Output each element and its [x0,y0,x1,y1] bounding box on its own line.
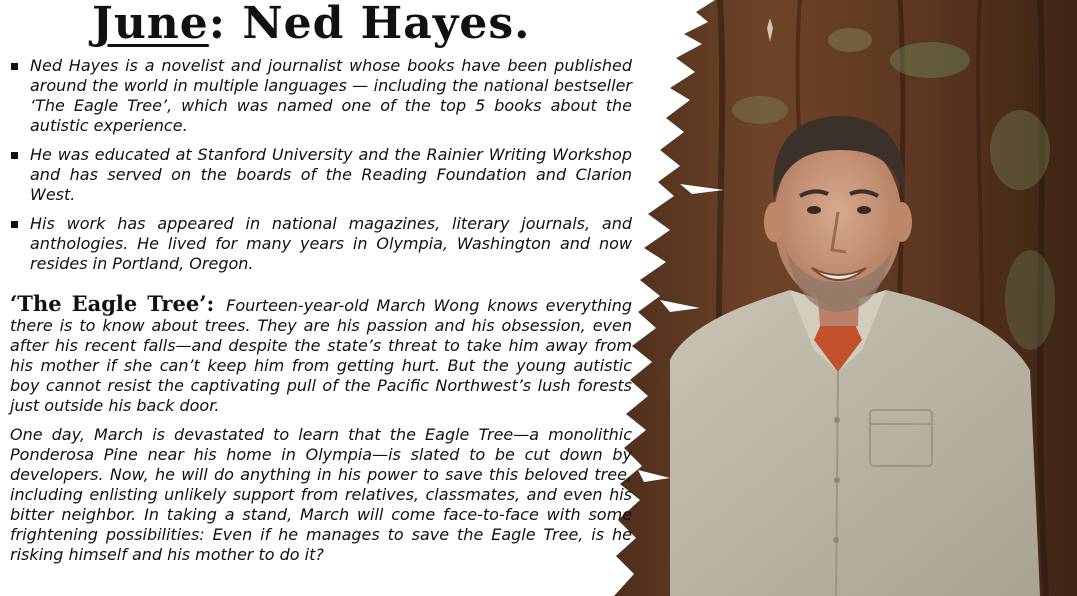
list-item [10,56,632,136]
book-paragraph-1-text: Fourteen-year-old March Wong knows everything there is to know about trees. They are his passion and his obsession, even after his recent falls—and despite the state’s threat to take him away from his mother if she can’t keep him from getting hurt. But the young autistic boy cannot resist the captivating pull of the Pacific Northwest’s lush forests just outside his back door. [10,296,633,415]
author-photo [600,0,1077,596]
title-author-name: Ned Hayes. [242,0,531,49]
list-item [10,145,632,205]
book-paragraph-2: One day, March is devastated to learn that the Eagle Tree—a monolithic Ponderosa Pine near his home in Olympia—is slated to be cut down by developers. Now, he will do anything in his power to save this beloved tree, including enlisting unlikely support from relatives, classmates, and even his bitter neighbor. In taking a stand, March will come face-to-face with some frightening possibilities: Even if he manages to save the Eagle Tree, is he risking himself and his mother to do it? [10,425,632,564]
book-title: ‘The Eagle Tree’: [10,291,215,316]
bullet-square-icon [11,63,18,70]
bullet-text: His work has appeared in national magazines, literary journals, and anthologies. He lived for many years in Olympia, Washington and now resides in Portland, Oregon. [30,214,632,273]
page-title [92,0,530,49]
bullet-square-icon [11,152,18,159]
bullet-square-icon [11,221,18,228]
bullet-text: He was educated at Stanford University and the Rainier Writing Workshop and has served on the boards of the Reading Foundation and Clarion West. [30,145,632,204]
bullet-text: Ned Hayes is a novelist and journalist whose books have been published around the world in multiple languages — including the national bestseller ‘The Eagle Tree’, which was named one of the top 5 books about the autistic experience. [30,56,632,135]
book-paragraph-1 [10,291,633,416]
author-bio-list [10,56,632,283]
list-item [10,214,632,274]
title-month: June [92,0,209,49]
book-description [10,291,633,574]
title-colon: : [208,0,227,49]
author-photo-graphic [600,0,1077,596]
